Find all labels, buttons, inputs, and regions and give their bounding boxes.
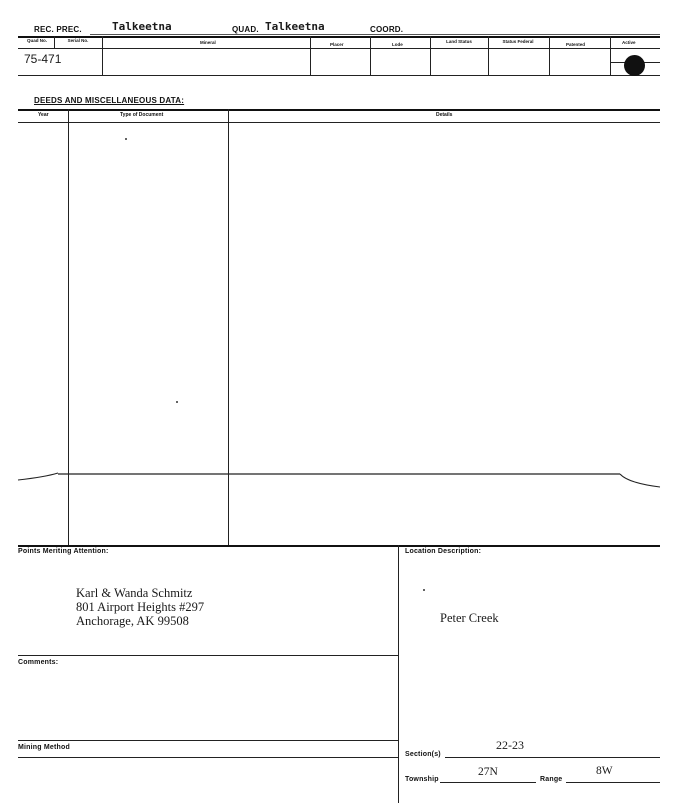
- comments-label: Comments:: [18, 659, 59, 666]
- stray-mark: [423, 589, 425, 591]
- mining-top-rule: [18, 740, 398, 741]
- township-rule: [440, 782, 536, 783]
- mining-bottom-rule: [18, 757, 398, 758]
- col-quad-no: Quad No.: [27, 38, 47, 43]
- col-divider-mineral: [102, 36, 103, 75]
- col-lode: Lode: [392, 42, 403, 47]
- sections-value: 22-23: [496, 738, 524, 752]
- rec-prec-label: REC. PREC.: [34, 25, 82, 34]
- lower-center-divider: [398, 545, 399, 803]
- col-divider-status: [488, 36, 489, 75]
- deeds-col-year: Year: [38, 112, 49, 118]
- col-divider-patented: [549, 36, 550, 75]
- lower-section-top: [18, 545, 660, 547]
- active-mark-icon: [624, 55, 645, 76]
- page-seam: [0, 465, 678, 495]
- points-line-1: Karl & Wanda Schmitz: [76, 586, 193, 600]
- comments-top-rule: [18, 655, 398, 656]
- township-label: Township: [405, 776, 439, 783]
- col-divider-active: [610, 36, 611, 75]
- points-label: Points Meriting Attention:: [18, 548, 109, 555]
- sections-label: Section(s): [405, 751, 441, 758]
- points-line-2: 801 Airport Heights #297: [76, 600, 205, 614]
- stray-mark: [125, 138, 127, 140]
- col-status-federal: Status Federal: [502, 39, 534, 44]
- sections-rule: [445, 757, 660, 758]
- deeds-col-details: Details: [436, 112, 453, 118]
- deeds-col-type: Type of Document: [120, 112, 164, 118]
- rec-prec-value: Talkeetna: [112, 20, 172, 33]
- col-serial-no: Serial No.: [67, 38, 89, 43]
- col-land-status: Land Status: [446, 39, 472, 44]
- col-divider-land: [430, 36, 431, 75]
- col-divider-lode: [370, 36, 371, 75]
- deeds-table-top: [18, 109, 660, 111]
- claim-table-header-bottom: [18, 48, 660, 49]
- location-value: Peter Creek: [440, 611, 499, 625]
- col-divider-placer: [310, 36, 311, 75]
- header-rule: [90, 34, 660, 35]
- col-placer: Placer: [330, 42, 344, 47]
- quad-serial-value: 75-471: [24, 52, 62, 66]
- coord-label: COORD.: [370, 25, 404, 34]
- deeds-title: DEEDS AND MISCELLANEOUS DATA:: [34, 96, 185, 105]
- mining-label: Mining Method: [18, 744, 70, 751]
- points-line-3: Anchorage, AK 99508: [76, 614, 189, 628]
- quad-value: Talkeetna: [265, 20, 325, 33]
- quad-label: QUAD.: [232, 25, 259, 34]
- claim-table-top: [18, 36, 660, 38]
- township-value: 27N: [478, 766, 498, 778]
- location-label: Location Description:: [405, 548, 482, 555]
- stray-mark: [176, 401, 178, 403]
- range-value: 8W: [596, 765, 613, 777]
- col-patented: Patented: [566, 42, 586, 47]
- range-label: Range: [540, 776, 563, 783]
- col-mineral: Mineral: [200, 40, 216, 45]
- col-divider-serial: [54, 36, 55, 48]
- col-active: Active: [622, 40, 636, 45]
- claim-table-bottom: [18, 75, 660, 76]
- deeds-header-bottom: [18, 122, 660, 123]
- range-rule: [566, 782, 660, 783]
